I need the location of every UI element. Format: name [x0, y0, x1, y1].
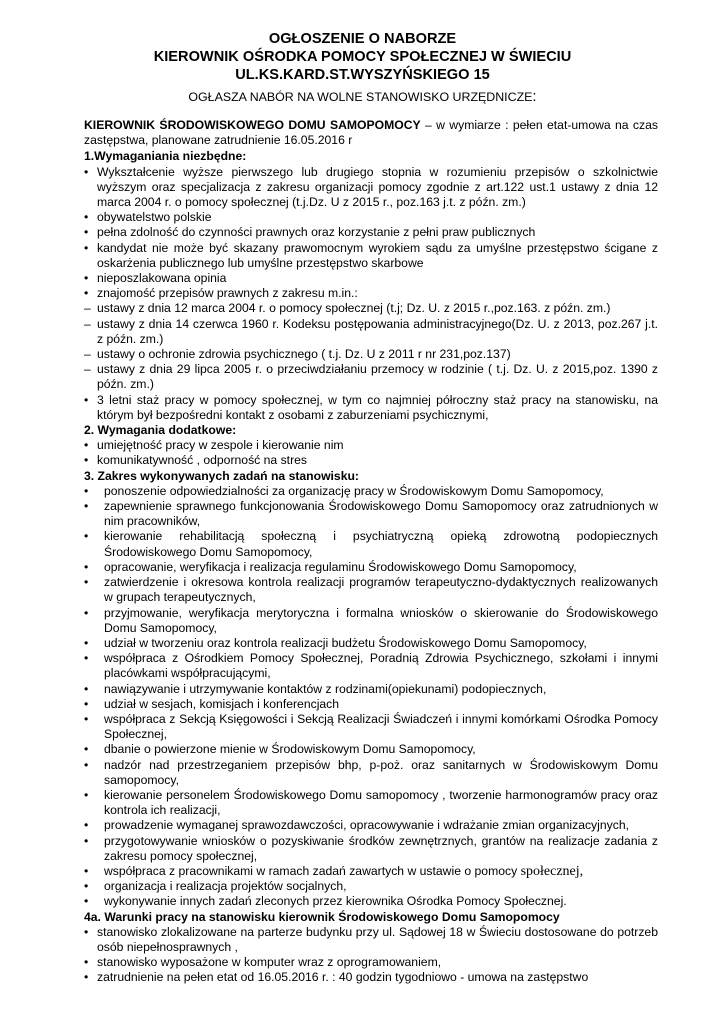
bullet-icon: • [84, 970, 89, 985]
bullet-icon: • [84, 879, 89, 894]
bullet-icon: • [84, 757, 89, 772]
section-4a-list [84, 925, 658, 986]
list-item: • nieposzlakowana opinia [84, 271, 227, 286]
law-item: – ustawy z dnia 29 lipca 2005 r. o przeciwdziałaniu przemocy w rodzinie ( t.j. Dz. U. z 2015,poz. 1390 z późn. zm.) [84, 362, 658, 392]
list-item: • zatwierdzenie i okresowa kontrola realizacji programów terapeutyczno-dydaktycznych realizowanych w grupach terapeutycznych, [84, 575, 658, 605]
bullet-icon: • [84, 833, 89, 848]
list-item: • kandydat nie może być skazany prawomocnym wyrokiem sądu za umyślne przestępstwo ścigane z oskarżenia publicznego lub umyślne przestępstwo skarbowe [84, 240, 658, 270]
header-subtitle-text: OGŁASZA NABÓR NA WOLNE STANOWISKO URZĘDNICZE [188, 90, 533, 104]
bullet-icon: • [84, 392, 89, 407]
list-item: • Wykształcenie wyższe pierwszego lub drugiego stopnia w rozumieniu przepisów o szkolnictwie wyższym oraz specjalizacja z zakresu organizacji pomocy zgodnie z art.122 ust.1 ustawy z dnia 12 marca 2004 r. o pomocy społecznej (t.j.Dz. U z 2015 r., poz.163 j.t. z późn. zm.) [84, 164, 658, 210]
section-1-list-b [84, 393, 658, 423]
bullet-icon: • [84, 863, 89, 878]
bullet-icon: • [84, 818, 89, 833]
bullet-icon: • [84, 438, 89, 453]
header-subtitle [0, 89, 725, 105]
bullet-icon: • [84, 453, 89, 468]
list-item: • znajomość przepisów prawnych z zakresu m.in.: [84, 286, 358, 301]
section-1-laws [84, 301, 658, 392]
list-item: • 3 letni staż pracy w pomocy społecznej, w tym co najmniej półroczny staż pracy na stanowisku, na którym był bezpośredni kontakt z osobami z zaburzeniami psychicznymi, [84, 392, 658, 422]
law-item: – ustawy o ochronie zdrowia psychicznego ( t.j. Dz. U z 2011 r nr 231,poz.137) [84, 347, 511, 362]
bullet-icon: • [84, 955, 89, 970]
list-item: • współpraca z Ośrodkiem Pomocy Społecznej, Poradnią Zdrowia Psychicznego, szkołami i innymi placówkami współpracującymi, [84, 651, 658, 681]
bullet-icon: • [84, 605, 89, 620]
bullet-icon: • [84, 240, 89, 255]
document-body [84, 118, 658, 986]
bullet-icon: • [84, 635, 89, 650]
list-item: • zapewnienie sprawnego funkcjonowania Środowiskowego Domu Samopomocy oraz zatrudnionych w nim pracowników, [84, 499, 658, 529]
bullet-icon: • [84, 271, 89, 286]
list-item: • udział w sesjach, komisjach i konferencjach [84, 696, 340, 711]
list-item: • nawiązywanie i utrzymywanie kontaktów z rodzinami(opiekunami) podopiecznych, [84, 681, 547, 696]
list-item: • wykonywanie innych zadań zleconych przez kierownika Ośrodka Pomocy Społecznej. [84, 894, 567, 909]
bullet-icon: • [84, 559, 89, 574]
list-item: • przyjmowanie, weryfikacja merytoryczna i formalna wniosków o skierowanie do Środowiskowego Domu Samopomocy, [84, 605, 658, 635]
dash-icon: – [84, 362, 91, 377]
dash-icon: – [84, 301, 91, 316]
bullet-icon: • [84, 499, 89, 514]
list-item: • współpraca z pracownikami w ramach zadań zawartych w ustawie o pomocy społecznej, [84, 863, 584, 879]
list-item: • dbanie o powierzone mienie w Środowiskowym Domu Samopomocy, [84, 742, 476, 757]
position-name: KIEROWNIK ŚRODOWISKOWEGO DOMU SAMOPOMOCY [84, 118, 421, 132]
list-item: • kierowanie personelem Środowiskowego Domu samopomocy , tworzenie harmonogramów pracy oraz kontrola ich realizacji, [84, 787, 658, 818]
list-item: • kierowanie rehabilitacją społeczną i psychiatryczną opieką zdrowotną podopiecznych Środowiskowego Domu Samopomocy, [84, 529, 658, 559]
list-item: • stanowisko wyposażone w komputer wraz z oprogramowaniem, [84, 955, 442, 970]
bullet-icon: • [84, 894, 89, 909]
list-item: • organizacja i realizacja projektów socjalnych, [84, 879, 347, 894]
section-2-title: 2. Wymagania dodatkowe: [84, 423, 237, 438]
position-intro [84, 118, 658, 148]
list-item: • zatrudnienie na pełen etat od 16.05.2016 r. : 40 godzin tygodniowo - umowa na zastępstwo [84, 970, 589, 985]
list-item: • obywatelstwo polskie [84, 210, 212, 225]
bullet-icon: • [84, 681, 89, 696]
list-item: • udział w tworzeniu oraz kontrola realizacji budżetu Środowiskowego Domu Samopomocy, [84, 635, 587, 650]
section-3-list [84, 484, 658, 910]
list-item: • prowadzenie wymaganej sprawozdawczości, opracowywanie i wdrażanie zmian organizacyjnych, [84, 818, 629, 833]
bullet-icon: • [84, 210, 89, 225]
list-item: • przygotowywanie wniosków o pozyskiwanie środków zewnętrznych, grantów na realizacje zadania z zakresu pomocy społecznej, [84, 833, 658, 863]
list-item: • opracowanie, weryfikacja i realizacja regulaminu Środowiskowego Domu Samopomocy, [84, 559, 577, 574]
document-header [0, 30, 725, 105]
section-4a-title: 4a. Warunki pracy na stanowisku kierownik Środowiskowego Domu Samopomocy [84, 909, 560, 924]
dash-icon: – [84, 316, 91, 331]
section-1-list-a [84, 165, 658, 302]
header-title-line3: UL.KS.KARD.ST.WYSZYŃSKIEGO 15 [235, 67, 490, 83]
list-item: • pełna zdolność do czynności prawnych oraz korzystanie z pełni praw publicznych [84, 225, 536, 240]
bullet-icon: • [84, 529, 89, 544]
header-subtitle-colon: : [532, 88, 537, 105]
bullet-icon: • [84, 575, 89, 590]
bullet-icon: • [84, 225, 89, 240]
header-title-line2: KIEROWNIK OŚRODKA POMOCY SPOŁECZNEJ W ŚWIECIU [153, 49, 572, 65]
bullet-icon: • [84, 483, 89, 498]
law-item: – ustawy z dnia 14 czerwca 1960 r. Kodeksu postępowania administracyjnego(Dz. U. z 2013, poz.267 j.t. z późn. zm.) [84, 316, 658, 346]
section-2-list [84, 438, 658, 468]
list-item: • współpraca z Sekcją Księgowości i Sekcją Realizacji Świadczeń i innymi komórkami Ośrodka Pomocy Społecznej, [84, 711, 658, 742]
bullet-icon: • [84, 651, 89, 666]
list-item: • nadzór nad przestrzeganiem przepisów bhp, p-poż. oraz sanitarnych w Środowiskowym Domu samopomocy, [84, 757, 658, 787]
bullet-icon: • [84, 787, 89, 802]
header-title-line1: OGŁOSZENIE O NABORZE [268, 31, 457, 47]
bullet-icon: • [84, 286, 89, 301]
law-item: – ustawy z dnia 12 marca 2004 r. o pomocy społecznej (t.j; Dz. U. z 2015 r.,poz.163. z późn. zm.) [84, 301, 611, 316]
bullet-icon: • [84, 711, 89, 726]
list-item: • umiejętność pracy w zespole i kierowanie nim [84, 438, 344, 453]
bullet-icon: • [84, 924, 89, 939]
bullet-icon: • [84, 164, 89, 179]
bullet-icon: • [84, 742, 89, 757]
list-item: • stanowisko zlokalizowane na parterze budynku przy ul. Sądowej 18 w Świeciu dostosowane do potrzeb osób niepełnosprawnych , [84, 924, 658, 954]
list-item: • ponoszenie odpowiedzialności za organizację pracy w Środowiskowym Domu Samopomocy, [84, 483, 604, 498]
section-1-title: 1.Wymaganiania niezbędne: [84, 149, 247, 164]
section-3-title: 3. Zakres wykonywanych zadań na stanowisku: [84, 468, 359, 483]
bullet-icon: • [84, 696, 89, 711]
list-item: • komunikatywność , odporność na stres [84, 453, 307, 468]
dash-icon: – [84, 347, 91, 362]
position-details: – w wymiarze : pełen etat-umowa na czas zastępstwa, planowane zatrudnienie 16.05.2016 r [84, 118, 658, 148]
